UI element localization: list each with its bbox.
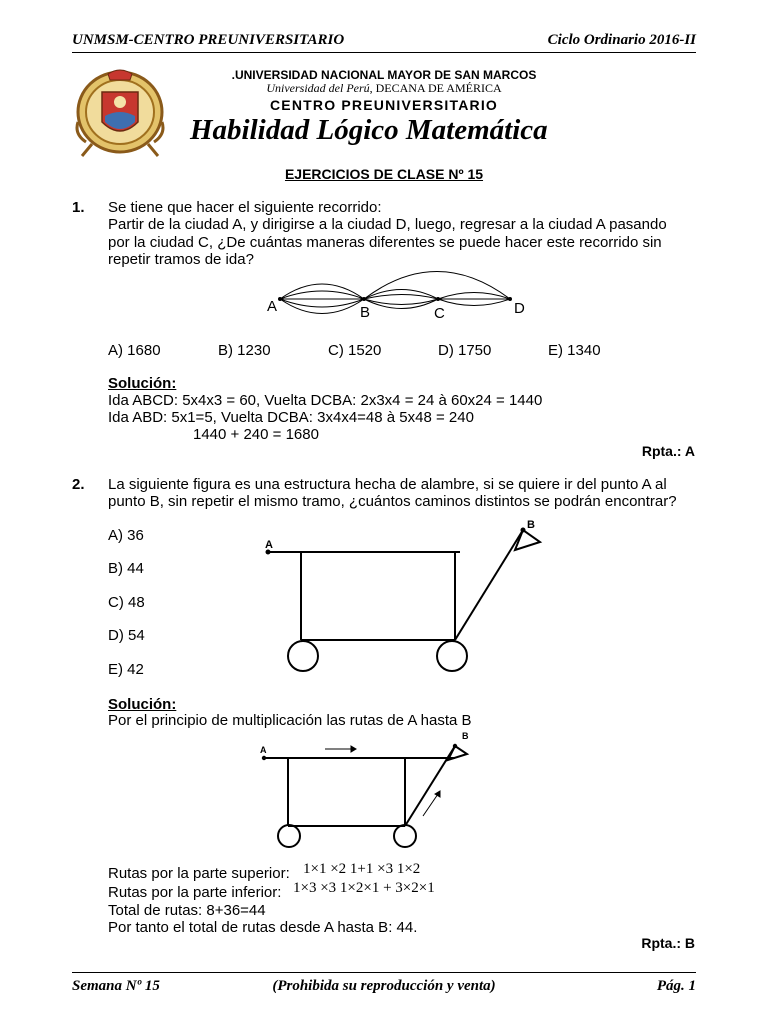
q2-wire-cart-figure bbox=[260, 518, 550, 678]
q1-option-d: D) 1750 bbox=[438, 342, 492, 359]
footer-rule bbox=[72, 972, 696, 973]
q2-line-2: punto B, sin repetir el mismo tramo, ¿cuántos caminos distintos se podrán encontrar? bbox=[108, 493, 677, 510]
q1-route-diagram bbox=[260, 262, 530, 322]
q1-node-a: A bbox=[267, 298, 278, 315]
q2-option-e: E) 42 bbox=[108, 661, 144, 678]
q2-line-1: La siguiente figura es una estructura hecha de alambre, si se quiere ir del punto A al bbox=[108, 476, 667, 493]
q2-answer: Rpta.: B bbox=[641, 935, 695, 951]
center-name: CENTRO PREUNIVERSITARIO bbox=[269, 97, 499, 113]
q2-solution-intro: Por el principio de multiplicación las rutas de A hasta B bbox=[108, 712, 472, 729]
q2-number: 2. bbox=[72, 476, 85, 493]
q2-point-a: A bbox=[265, 539, 273, 551]
q1-solution-line-3: 1440 + 240 = 1680 bbox=[193, 426, 319, 443]
header-left: UNMSM-CENTRO PREUNIVERSITARIO bbox=[72, 32, 345, 48]
q1-line-2: Partir de la ciudad A, y dirigirse a la ciudad D, luego, regresar a la ciudad A pasando bbox=[108, 216, 667, 233]
q1-solution-line-2: Ida ABD: 5x1=5, Vuelta DCBA: 3x4x4=48 à 5x48 = 240 bbox=[108, 409, 474, 426]
q1-line-3: por la ciudad C, ¿De cuántas maneras diferentes se puede hacer este recorrido sin bbox=[108, 234, 662, 251]
q2-option-d: D) 54 bbox=[108, 627, 145, 644]
q2-point-b: B bbox=[527, 519, 535, 531]
header-rule bbox=[72, 52, 696, 53]
university-tagline: Universidad del Perú, DECANA DE AMÉRICA bbox=[266, 81, 502, 95]
q1-node-d: D bbox=[514, 300, 525, 317]
q1-option-e: E) 1340 bbox=[548, 342, 601, 359]
q2-routes-lower-expr: 1×3 ×3 1×2×1 + 3×2×1 bbox=[293, 880, 435, 896]
q2-solution-point-b: B bbox=[462, 731, 469, 741]
q1-option-b: B) 1230 bbox=[218, 342, 271, 359]
footer-left: Semana Nº 15 bbox=[72, 978, 160, 994]
q2-routes-upper-expr: 1×1 ×2 1+1 ×3 1×2 bbox=[303, 861, 421, 877]
q2-routes-lower-label: Rutas por la parte inferior: bbox=[108, 884, 282, 901]
q1-answer: Rpta.: A bbox=[641, 443, 695, 459]
q2-solution-label: Solución: bbox=[108, 696, 177, 713]
q2-option-b: B) 44 bbox=[108, 560, 144, 577]
q1-node-c: C bbox=[434, 305, 445, 322]
course-title: Habilidad Lógico Matemática bbox=[190, 114, 548, 146]
q1-line-1: Se tiene que hacer el siguiente recorrido: bbox=[108, 199, 382, 216]
q1-line-4: repetir tramos de ida? bbox=[108, 251, 254, 268]
q1-solution-label: Solución: bbox=[108, 375, 177, 392]
q2-total: Total de rutas: 8+36=44 bbox=[108, 902, 266, 919]
q1-node-b: B bbox=[360, 304, 371, 321]
q2-conclusion: Por tanto el total de rutas desde A hasta B: 44. bbox=[108, 919, 418, 936]
q2-option-c: C) 48 bbox=[108, 594, 145, 611]
q1-option-c: C) 1520 bbox=[328, 342, 382, 359]
q1-option-a: A) 1680 bbox=[108, 342, 161, 359]
footer-right: Pág. 1 bbox=[656, 978, 696, 994]
q2-solution-figure bbox=[255, 738, 485, 858]
header-right: Ciclo Ordinario 2016-II bbox=[547, 32, 696, 48]
q1-solution-line-1: Ida ABCD: 5x4x3 = 60, Vuelta DCBA: 2x3x4 = 24 à 60x24 = 1440 bbox=[108, 392, 543, 409]
university-name: .UNIVERSIDAD NACIONAL MAYOR DE SAN MARCOS bbox=[231, 68, 537, 82]
university-seal-logo bbox=[64, 64, 176, 164]
section-title: EJERCICIOS DE CLASE Nº 15 bbox=[284, 166, 484, 182]
q2-routes-upper-label: Rutas por la parte superior: bbox=[108, 865, 290, 882]
q2-option-a: A) 36 bbox=[108, 527, 144, 544]
footer-center: (Prohibida su reproducción y venta) bbox=[272, 978, 496, 994]
q2-solution-point-a: A bbox=[260, 745, 267, 755]
q1-number: 1. bbox=[72, 199, 85, 216]
